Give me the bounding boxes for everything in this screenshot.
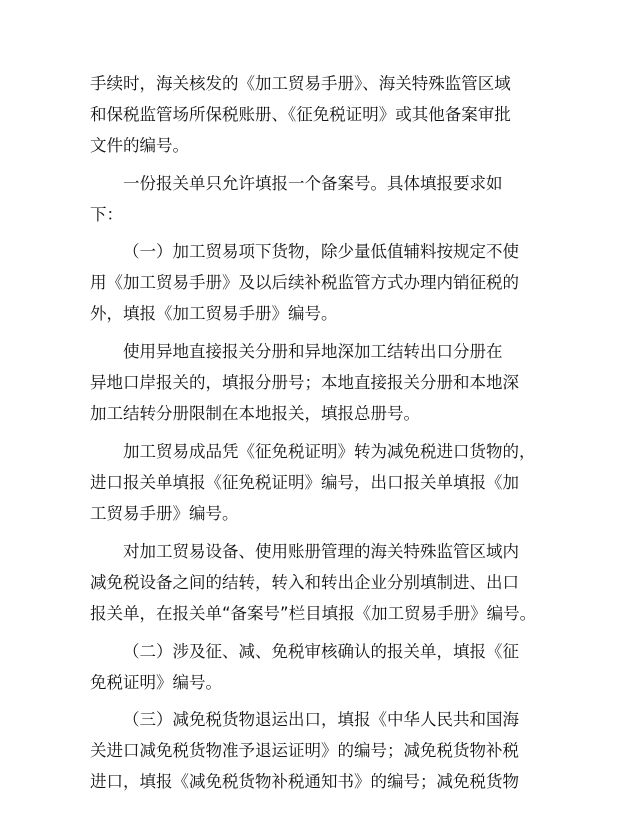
text-line: 一份报关单只允许填报一个备案号。具体填报要求如 bbox=[123, 174, 503, 193]
text-line: 和保税监管场所保税账册、《征免税证明》或其他备案审批 bbox=[90, 105, 511, 124]
text-line: （二）涉及征、减、免税审核确认的报关单，填报《征 bbox=[123, 642, 519, 661]
text-line: 关进口减免税货物准予退运证明》的编号；减免税货物补税 bbox=[90, 741, 519, 760]
text-line: 加工贸易成品凭《征免税证明》转为减免税进口货物的， bbox=[123, 442, 536, 461]
text-line: 免税证明》编号。 bbox=[90, 673, 222, 692]
text-line: 进口，填报《减免税货物补税通知书》的编号；减免税货物 bbox=[90, 772, 519, 791]
text-line: 下： bbox=[90, 205, 123, 224]
text-line: 进口报关单填报《征免税证明》编号，出口报关单填报《加 bbox=[90, 473, 519, 492]
text-line: 手续时，海关核发的《加工贸易手册》、海关特殊监管区域 bbox=[90, 74, 511, 93]
text-line: 报关单，在报关单“备案号”栏目填报《加工贸易手册》编号。 bbox=[90, 604, 536, 623]
text-line: 工贸易手册》编号。 bbox=[90, 504, 239, 523]
text-line: （三）减免税货物退运出口，填报《中华人民共和国海 bbox=[123, 710, 519, 729]
text-line: 文件的编号。 bbox=[90, 136, 189, 155]
text-line: 加工结转分册限制在本地报关，填报总册号。 bbox=[90, 404, 420, 423]
text-line: 对加工贸易设备、使用账册管理的海关特殊监管区域内 bbox=[123, 542, 519, 561]
text-line: 使用异地直接报关分册和异地深加工结转出口分册在 bbox=[123, 342, 503, 361]
text-line: 减免税设备之间的结转，转入和转出企业分别填制进、出口 bbox=[90, 573, 519, 592]
text-line: 用《加工贸易手册》及以后续补税监管方式办理内销征税的 bbox=[90, 273, 519, 292]
text-line: 外，填报《加工贸易手册》编号。 bbox=[90, 304, 338, 323]
text-line: （一）加工贸易项下货物，除少量低值辅料按规定不使 bbox=[123, 242, 519, 261]
text-line: 异地口岸报关的，填报分册号；本地直接报关分册和本地深 bbox=[90, 373, 519, 392]
